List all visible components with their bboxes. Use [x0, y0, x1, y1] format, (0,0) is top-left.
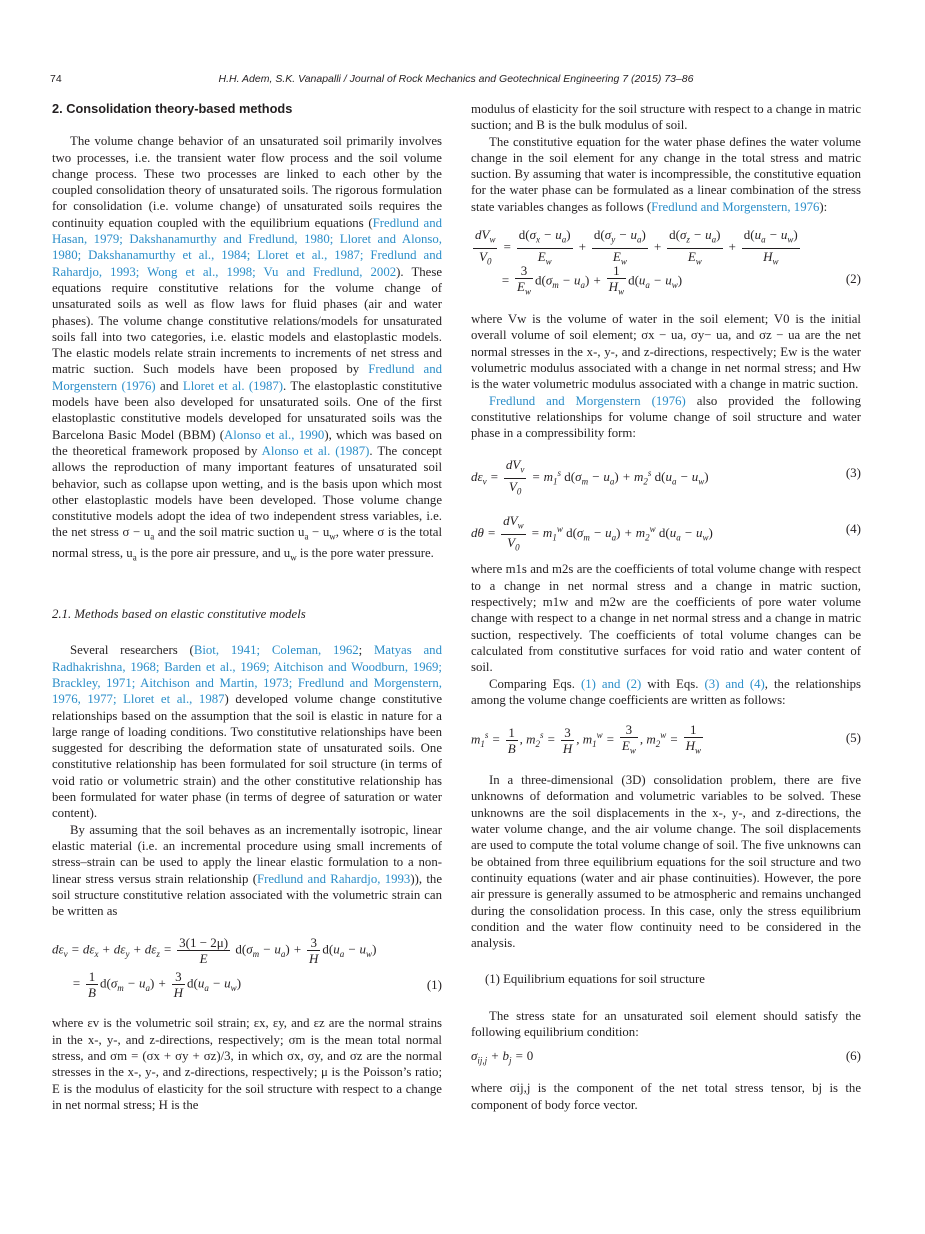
citation-link[interactable]: Lloret et al. (1987): [182, 378, 284, 393]
right-column: [471, 101, 861, 1113]
citation-link[interactable]: Alonso et al. (1987): [261, 443, 370, 458]
equation-1: $d\varepsilon_v = d\varepsilon_x + d\varepsilon_y + d\varepsilon_z$ = $\frac{3(1 - 2\mu)}{E}$ $d(\sigma_m - u_a)$ + $\frac{3}{H}$ $d(u_a - u_w)$ = $\frac{1}{B}$ $d(\sigma_m - u_a)$ + $\frac{3}{H}$ $d(u_a - u_w)$ (1): [52, 935, 442, 1001]
left-column: [52, 101, 442, 1113]
citation-link[interactable]: Fredlund and Hasan, 1979; Dakshanamurthy and Fredlund, 1980; Lloret and Alonso, 1980; Dakshanamurthy et al., 1984; Lloret et al., 1987; Fredlund and Rahardjo, 1993; Wong et al., 1998; Vu and Fredlund, 2002: [52, 215, 443, 279]
equation-6: $\sigma_{ij,j} + b_j = 0$ (6): [471, 1048, 861, 1066]
paragraph: Several researchers (Biot, 1941; Coleman, 1962; Matyas and Radhakrishna, 1968; Barden et al., 1969; Aitchison and Woodburn, 1969; Brackley, 1971; Aitchison and Martin, 1973; Fredlund and Morgenstern, 1976, 1977; Lloret et al., 1987) developed volume change constitutive relationships based on the assumption that the soil is elastic in nature for a large range of loading conditions. Two constitutive relationships have been suggested for describing the deformation state of unsaturated soils. One constitutive relationship has been formulated for soil structure (in terms of void ratio or volumetric strain) and the other constitutive relationship has been formulated for water phase (in terms of degree of saturation or water content).: [52, 643, 442, 821]
citation-link[interactable]: Matyas and Radhakrishna, 1968; Barden et al., 1969; Aitchison and Woodburn, 1969; Brackley, 1971; Aitchison and Martin, 1973; Fredlund and Morgenstern, 1976, 1977; Lloret et al., 1987: [52, 643, 442, 707]
paragraph: where σij,j is the component of the net total stress tensor, bj is the component of body force vector.: [471, 1081, 861, 1112]
citation-link[interactable]: Fredlund and Morgenstern (1976): [489, 393, 686, 408]
equation-2: $\frac{dV_w}{V_0}$ = $\frac{d(\sigma_x - u_a)}{E_w}$ + $\frac{d(\sigma_y - u_a)}{E_w}$ + $\frac{d(\sigma_z - u_a)}{E_w}$ + $\frac{d(u_a - u_w)}{H_w}$ = $\frac{3}{E_w}$ $d(\sigma_m - u_a)$ + $\frac{1}{H_w}$ $d(u_a - u_w)$ (2): [475, 227, 861, 297]
subsection-heading: 2.1. Methods based on elastic constitutive models: [52, 607, 306, 622]
citation-link[interactable]: Biot, 1941; Coleman, 1962: [193, 643, 359, 658]
equation-number: (3): [845, 465, 861, 481]
citation-link[interactable]: Alonso et al., 1990: [224, 427, 325, 442]
section-heading: 2. Consolidation theory-based methods: [52, 101, 293, 116]
equation-link[interactable]: (1) and (2): [580, 676, 642, 691]
equation-number: (5): [845, 730, 861, 746]
equation-5: $m_1^s$ = $\frac{1}{B}$ , $m_2^s$ = $\frac{3}{H}$ , $m_1^w$ = $\frac{3}{E_w}$ , $m_2^w$ = $\frac{1}{H_w}$ (5): [471, 722, 861, 756]
equation-4: dθ = $\frac{dV_w}{V_0}$ = $m_1^w$ $d(\sigma_m - u_a) + m_2^w$ $d(u_a - u_w)$ (4): [471, 513, 861, 553]
paragraph: Comparing Eqs. (1) and (2) with Eqs. (3) and (4), the relationships among the volume change coefficients are written as follows:: [471, 676, 862, 707]
equation-number: (1): [426, 977, 442, 993]
paragraph: where m1s and m2s are the coefficients of total volume change with respect to a change in net normal stress and a change in matric suction, respectively; m1w and m2w are the coefficients of pore water volume change with respect to a change in net normal stress and a change in matric suction, respectively. The coefficients of total volume changes can be calculated from constitutive surfaces for void ratio and water content of soil.: [471, 562, 861, 675]
paragraph: modulus of elasticity for the soil structure with respect to a change in matric suction; and B is the bulk modulus of soil.: [471, 102, 861, 133]
equation-number: (6): [845, 1048, 861, 1064]
numbered-subheading: (1) Equilibrium equations for soil structure: [485, 972, 705, 987]
equation-number: (4): [845, 521, 861, 537]
paragraph: By assuming that the soil behaves as an incrementally isotropic, linear elastic material (i.e. an incremental procedure using small increments of stress–strain can be used to apply the linear elastic formulation to a non-linear stress versus strain relationship (Fredlund and Rahardjo, 1993)), the soil structure constitutive relation associated with the volumetric strain can be written as: [52, 822, 443, 919]
paragraph: Fredlund and Morgenstern (1976) also provided the following constitutive relationships for volume change of soil structure and water phase in a compressibility form:: [471, 393, 861, 441]
citation-link[interactable]: Fredlund and Morgenstern, 1976: [651, 199, 820, 214]
page-header: [50, 73, 862, 87]
paragraph: The constitutive equation for the water phase defines the water volume change in the soil element for any change in the total stress and matric suction. By assuming that water is incompressible, the constitutive equation for the water phase can be formulated as a linear combination of the stress state variables changes as follows (Fredlund and Morgenstern, 1976):: [471, 134, 861, 214]
running-title: H.H. Adem, S.K. Vanapalli / Journal of Rock Mechanics and Geotechnical Engineering 7 (2015) 73–86: [218, 73, 694, 85]
paragraph: where εv is the volumetric soil strain; εx, εy, and εz are the normal strains in the x-, y-, and z-directions, respectively; σm is the mean total normal stress, and σm = (σx + σy + σz)/3, in which σx, σy, and σz are the normal stresses in the x-, y-, and z-directions, respectively; μ is the Poisson’s ratio; E is the modulus of elasticity for the soil structure with respect to a change in net normal stress; H is the: [52, 1016, 442, 1112]
paragraph: In a three-dimensional (3D) consolidation problem, there are five unknowns of deformation and volumetric variables to be solved. These unknowns are the soil displacements in the x-, y-, and z-directions, the water volume change, and the air volume change. The soil displacements are used to compute the total volume change of soil. The five unknowns can be obtained from three equilibrium equations for the soil structure and two continuity equations (water and air phase continuities). However, the pore air pressure is generally assumed to be atmospheric and remains unchanged during the consolidation process. In this case, only the stress equilibrium condition and the water flow continuity need to be considered in the analysis.: [471, 773, 861, 951]
equation-3: $d\varepsilon_v$ = $\frac{dV_v}{V_0}$ = $m_1^s$ $d(\sigma_m - u_a) + m_2^s$ $d(u_a - u_w)$ (3): [471, 457, 861, 497]
paragraph: The volume change behavior of an unsaturated soil primarily involves two processes, i.e. the transient water flow process and the soil volume change process. These two processes are linked to each other by the coupled consolidation theory of unsaturated soils. The rigorous formulation for consolidation (i.e. volume change) of unsaturated soils requires the continuity equation coupled with the equilibrium equations (Fredlund and Hasan, 1979; Dakshanamurthy and Fredlund, 1980; Lloret and Alonso, 1980; Dakshanamurthy et al., 1984; Lloret et al., 1987; Fredlund and Rahardjo, 1993; Wong et al., 1998; Vu and Fredlund, 2002). These equations require constitutive relations for the volume change of unsaturated soils as well as flow laws for fluid phases (air and water phases). The volume change constitutive relations/models for unsaturated soils fall into two categories, i.e. elastic models and elastoplastic models. The elastic models relate strain increments to increments of net stress and matric suction. Such models have been proposed by Fredlund and Morgenstern (1976) and Lloret et al. (1987). The elastoplastic constitutive models have been also developed for unsaturated soils. One of the first elastoplastic constitutive models developed for unsaturated soils was the Barcelona Basic Model (BBM) (Alonso et al., 1990), which was based on the theoretical framework proposed by Alonso et al. (1987). The concept allows the reproduction of many important features of unsaturated soil behavior, such as collapse upon wetting, and is the basis upon which most other elastoplastic models have been developed. Those volume change constitutive models adopt the idea of two independent stress variables, i.e. the net stress $\sigma - u_a$ and the soil matric suction $u_a - u_w$, where σ is the total normal stress, $u_a$ is the pore air pressure, and $u_w$ is the pore water pressure.: [52, 134, 443, 563]
equation-link[interactable]: (3) and (4): [704, 676, 765, 691]
page-number: 74: [50, 73, 62, 85]
equation-number: (2): [845, 271, 861, 287]
paragraph: The stress state for an unsaturated soil element should satisfy the following equilibrium condition:: [471, 1008, 861, 1039]
citation-link[interactable]: Fredlund and Morgenstern (1976): [52, 362, 442, 393]
citation-link[interactable]: Fredlund and Rahardjo, 1993: [256, 871, 411, 886]
paragraph: where Vw is the volume of water in the soil element; V0 is the initial overall volume of soil element; σx − ua, σy− ua, and σz − ua are the net normal stresses in the x-, y-, and z-directions, respectively; Ew is the water volumetric modulus associated with a change in net normal stress; and Hw is the water volumetric modulus associated with a change in matric suction.: [471, 312, 861, 392]
